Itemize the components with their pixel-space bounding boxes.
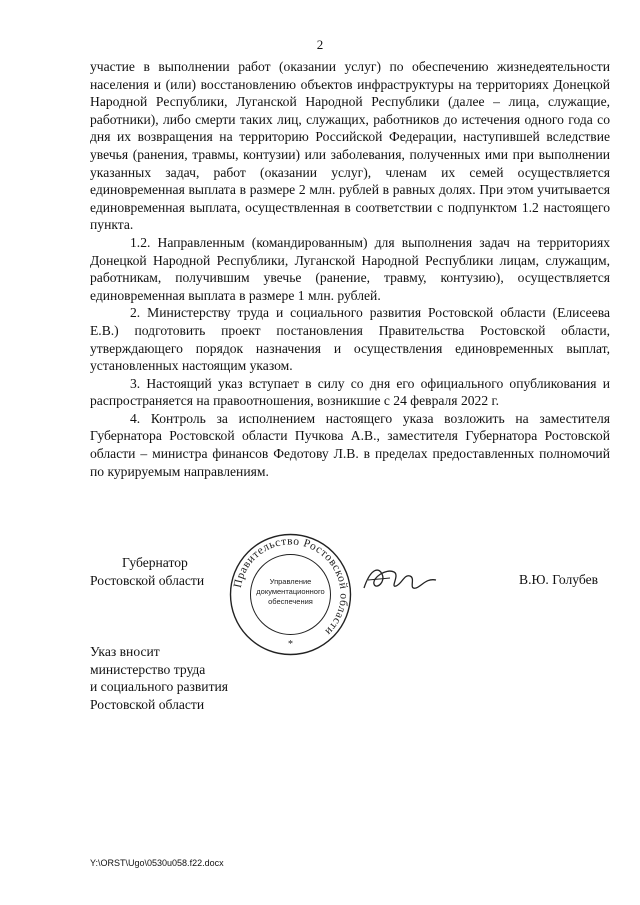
submitted-by-line1: Указ вносит bbox=[90, 644, 160, 659]
paragraph-4: 4. Контроль за исполнением настоящего указа возложить на заместителя Губернатора Ростовской области Пучкова А.В., заместителя Губернатора Ростовской области – министра финансов Федотову Л.В. в пределах предоставленных полномочий по курируемым направлениям. bbox=[90, 410, 610, 479]
signatory-name: В.Ю. Голубев bbox=[519, 572, 599, 587]
paragraph-2: 2. Министерству труда и социального развития Ростовской области (Елисеева Е.В.) подготовить проект постановления Правительства Ростовской области, утверждающего порядок назначения и осуществления единовременных выплат, установленных настоящим указом. bbox=[90, 305, 610, 374]
submitted-by-line4: Ростовской области bbox=[90, 696, 205, 712]
signatory-title-line2: Ростовской области bbox=[90, 573, 205, 588]
page-number: 2 bbox=[316, 37, 324, 52]
submitted-by-line2: министерство труда bbox=[90, 661, 206, 677]
submitted-by bbox=[90, 643, 228, 713]
paragraph-continuation: участие в выполнении работ (оказании услуг) по обеспечению жизнедеятельности населения и (или) восстановлению объектов инфраструктуры на территориях Донецкой Народной Республики, Луганской Народной Республики (далее – лица, служащие, работники), либо смерти таких лиц, служащих, работников до истечения одного года со дня их возвращения на территорию Российской Федерации, наступившей вследствие увечья (ранения, травмы, контузии) или заболевания, полученных ими при выполнении указанных задач, работ (оказании услуг), членам их семей осуществляется единовременная выплата в размере 2 млн. рублей в равных долях. При этом учитывается единовременная выплата, осуществленная в соответствии с подпунктом 1.2 настоящего пункта. bbox=[90, 59, 610, 233]
stamp-ring-text: Правительство Ростовской области bbox=[231, 535, 350, 638]
paragraph-1-2: 1.2. Направленным (командированным) для выполнения задач на территориях Донецкой Народной Республики, Луганской Народной Республики лицам, служащим, работникам, получившим увечье (ранение, травму, контузию), осуществляется единовременная выплата в размере 1 млн. рублей. bbox=[90, 234, 610, 303]
signatory-title-line1: Губернатор bbox=[122, 555, 188, 570]
stamp-center-line1: Управление bbox=[269, 577, 312, 586]
signature-block bbox=[0, 530, 640, 650]
handwritten-signature-icon bbox=[360, 560, 440, 600]
stamp-star-icon: * bbox=[288, 639, 293, 650]
paragraph-3: 3. Настоящий указ вступает в силу со дня его официального опубликования и распространяется на правоотношения, возникшие с 24 февраля 2022 г. bbox=[90, 375, 610, 409]
signatory-title bbox=[90, 554, 204, 590]
submitted-by-line3: и социального развития bbox=[90, 679, 229, 695]
official-stamp-icon bbox=[228, 532, 353, 657]
file-path: Y:\ORST\Ugo\0530u058.f22.docx bbox=[90, 858, 224, 868]
stamp-center-line2: документационного bbox=[256, 587, 325, 596]
decree-body bbox=[90, 58, 610, 480]
stamp-center-line3: обеспечения bbox=[268, 597, 313, 606]
